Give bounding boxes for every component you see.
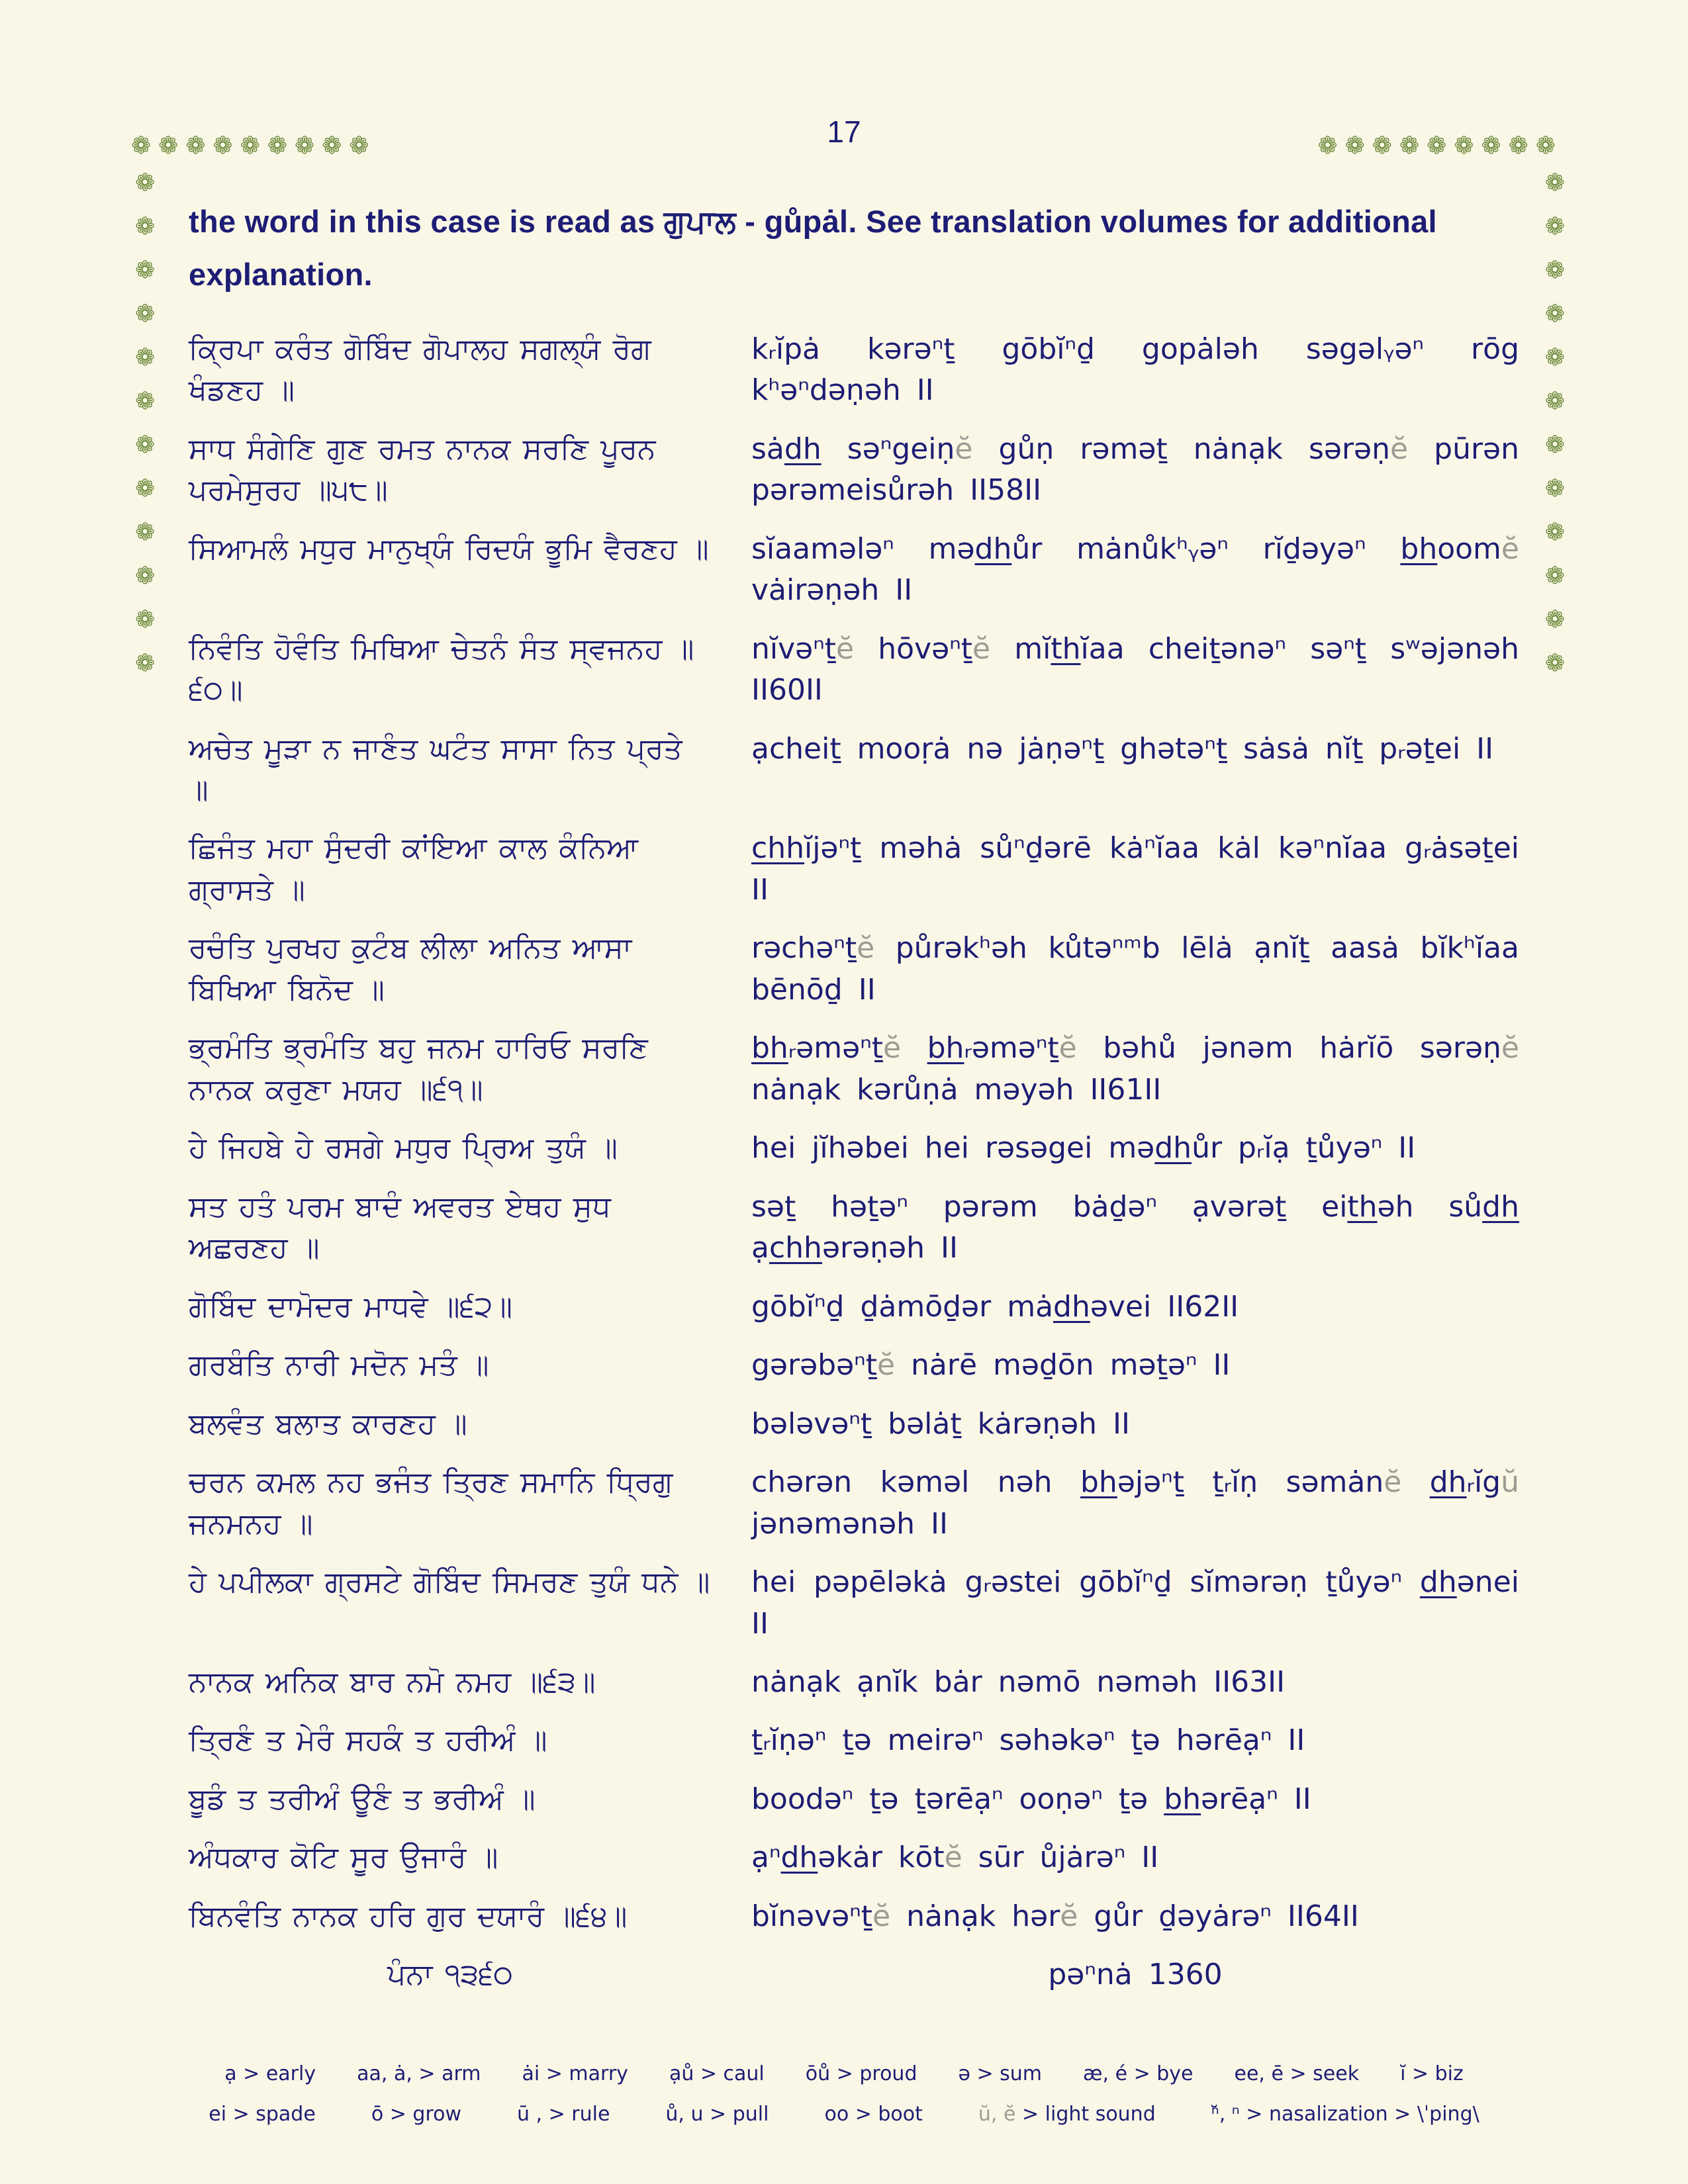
legend-item: ə > sum — [958, 2062, 1043, 2085]
page-number: 17 — [827, 114, 861, 149]
flower-icon: ❁ — [295, 132, 315, 159]
transliteration-text: ṯᵣĭṇəⁿ ṯə meirəⁿ səhəkəⁿ ṯə hərēạⁿ II — [751, 1723, 1305, 1758]
legend-item: ĭ > biz — [1400, 2062, 1464, 2085]
verse-row — [189, 1837, 1519, 1878]
verse-row — [189, 529, 1519, 612]
transliteration-text: nȧnạk ạnĭk bȧr nəmō nəməh II63II — [751, 1664, 1286, 1699]
verse-row — [189, 629, 1519, 711]
flower-icon: ❁ — [158, 132, 179, 159]
verse-row — [189, 1028, 1519, 1111]
flower-icon: ❁ — [1544, 343, 1565, 371]
flower-icon: ❁ — [1427, 132, 1447, 159]
pronunciation-legend — [0, 2062, 1688, 2126]
gurmukhi-text: ਛਿਜੰਤ ਮਹਾ ਸੁੰਦਰੀ ਕਾਂਇਆ ਕਾਲ ਕੰਨਿਆ ਗ੍ਰਾਸਤੇ ॥ — [189, 832, 639, 906]
page-content — [189, 195, 1519, 2013]
transliteration-text: ạⁿdhəkȧr kōtĕ sūr ůjȧrəⁿ II — [751, 1841, 1159, 1875]
legend-item: ōů > proud — [805, 2062, 917, 2085]
legend-item: ū , > rule — [516, 2103, 610, 2126]
transliteration-text: sȧdh səⁿgeiṇĕ gůṇ rəməṯ nȧnạk sərəṇĕ pūrən pərəmeisůrəh II58II — [751, 432, 1519, 508]
flower-icon: ❁ — [135, 518, 156, 545]
verse-row — [189, 1662, 1519, 1703]
flower-icon: ❁ — [1544, 606, 1565, 633]
gurmukhi-text: ਹੇ ਜਿਹਬੇ ਹੇ ਰਸਗੇ ਮਧੁਰ ਪ੍ਰਿਅ ਤੁਯੰ ॥ — [189, 1132, 618, 1165]
flower-icon: ❁ — [240, 132, 260, 159]
header-note: the word in this case is read as ਗੁਪਾਲ - gůpȧl. See translation volumes for additional explanation. — [189, 204, 1437, 292]
legend-item: ⁿ̆, ⁿ > nasalization > \ˈping\ — [1211, 2103, 1479, 2126]
flower-icon: ❁ — [131, 132, 152, 159]
verse-row — [189, 1896, 1519, 1937]
gurmukhi-text: ਕ੍ਰਿਪਾ ਕਰੰਤ ਗੋਬਿੰਦ ਗੋਪਾਲਹ ਸਗਲ੍ਯੰ ਰੋਗ ਖੰਡਣਹ ॥ — [189, 332, 651, 407]
verse-row — [189, 1128, 1519, 1169]
gurmukhi-text: ਨਿਵੰਤਿ ਹੋਵੰਤਿ ਮਿਥਿਆ ਚੇਤਨੰ ਸੰਤ ਸ੍ਵਜਨਹ ॥੬੦॥ — [189, 632, 694, 707]
flower-icon: ❁ — [135, 212, 156, 240]
gurmukhi-text: ਹੇ ਪਪੀਲਕਾ ਗ੍ਰਸਟੇ ਗੋਬਿੰਦ ਸਿਮਰਣ ਤੁਯੰ ਧਨੇ ॥ — [189, 1566, 710, 1599]
source-page-gurmukhi: ਪੰਨਾ ੧੩੬੦ — [387, 1958, 513, 1991]
legend-item: oo > boot — [824, 2103, 923, 2126]
flower-icon: ❁ — [135, 387, 156, 414]
legend-item: ů, u > pull — [665, 2103, 769, 2126]
transliteration-text: bĭnəvəⁿṯĕ nȧnạk hərĕ gůr ḏəyȧrəⁿ II64II — [751, 1899, 1359, 1933]
legend-item: ŭ, ĕ > light sound — [978, 2103, 1156, 2126]
transliteration-text: nĭvəⁿṯĕ hōvəⁿṯĕ mĭthĭaa cheiṯənəⁿ səⁿṯ sʷəjənəh II60II — [751, 631, 1520, 707]
legend-item: ei > spade — [209, 2103, 316, 2126]
verse-row — [189, 729, 1519, 811]
transliteration-text: gōbĭⁿḏ ḏȧmōḏər mȧdhəvei II62II — [751, 1289, 1239, 1324]
verse-row — [189, 429, 1519, 512]
flower-icon: ❁ — [1344, 132, 1365, 159]
gurmukhi-text: ਗਰਬੰਤਿ ਨਾਰੀ ਮਦੋਨ ਮਤੰ ॥ — [189, 1349, 489, 1382]
flower-icon: ❁ — [1544, 562, 1565, 589]
legend-row-1 — [0, 2062, 1688, 2085]
verse-row — [189, 1287, 1519, 1328]
legend-item: æ, é > bye — [1083, 2062, 1194, 2085]
verse-row — [189, 1404, 1519, 1445]
source-page-reference — [189, 1954, 1519, 1995]
gurmukhi-text: ਰਚੰਤਿ ਪੁਰਖਹ ਕੁਟੰਬ ਲੀਲਾ ਅਨਿਤ ਆਸਾ ਬਿਖਿਆ ਬਿਨੋਦ ॥ — [189, 932, 632, 1006]
transliteration-text: gərəbəⁿṯĕ nȧrē məḏōn məṯəⁿ II — [751, 1348, 1231, 1383]
flower-icon: ❁ — [1508, 132, 1528, 159]
gurmukhi-text: ਅੰਧਕਾਰ ਕੋਟਿ ਸੂਰ ਉਜਾਰੰ ॥ — [189, 1841, 498, 1874]
transliteration-text: bələvəⁿṯ bəlȧṯ kȧrəṇəh II — [751, 1406, 1130, 1441]
gurmukhi-text: ਸਾਧ ਸੰਗੇਣਿ ਗੁਣ ਰਮਤ ਨਾਨਕ ਸਰਣਿ ਪੂਰਨ ਪਰਮੇਸੁਰਹ ॥੫੮॥ — [189, 432, 656, 507]
flower-icon: ❁ — [135, 300, 156, 327]
flower-icon: ❁ — [267, 132, 288, 159]
flower-icon: ❁ — [322, 132, 342, 159]
transliteration-text: ạcheiṯ mooṛȧ nə jȧṇəⁿṯ ghətəⁿṯ sȧsȧ nĭṯ pᵣəṯei II — [751, 731, 1494, 766]
gurmukhi-text: ਬੂਡੰ ਤ ਤਰੀਅੰ ਊਣੰ ਤ ਭਰੀਅੰ ॥ — [189, 1782, 536, 1815]
gurmukhi-text: ਬਿਨਵੰਤਿ ਨਾਨਕ ਹਰਿ ਗੁਰ ਦਯਾਰੰ ॥੬੪॥ — [189, 1899, 628, 1933]
flower-icon: ❁ — [1544, 300, 1565, 327]
flower-icon: ❁ — [1544, 431, 1565, 458]
flower-icon: ❁ — [1544, 475, 1565, 502]
verse-row — [189, 928, 1519, 1011]
flower-icon: ❁ — [185, 132, 206, 159]
flower-icon: ❁ — [135, 343, 156, 371]
gurmukhi-text: ਤ੍ਰਿਣੰ ਤ ਮੇਰੰ ਸਹਕੰ ਤ ਹਰੀਅੰ ॥ — [189, 1724, 547, 1757]
legend-item: ạ > early — [224, 2062, 316, 2085]
transliteration-text: boodəⁿ ṯə ṯərēạⁿ ooṇəⁿ ṯə bhərēạⁿ II — [751, 1782, 1311, 1816]
flower-icon: ❁ — [135, 256, 156, 283]
gurmukhi-text: ਅਚੇਤ ਮੂੜਾ ਨ ਜਾਣੰਤ ਘਟੰਤ ਸਾਸਾ ਨਿਤ ਪ੍ਰਤੇ ॥ — [189, 732, 682, 806]
flower-icon: ❁ — [135, 649, 156, 676]
gurmukhi-text: ਗੋਬਿੰਦ ਦਾਮੋਦਰ ਮਾਧਵੇ ॥੬੨॥ — [189, 1290, 512, 1323]
gurmukhi-text: ਭ੍ਰਮੰਤਿ ਭ੍ਰਮੰਤਿ ਬਹੁ ਜਨਮ ਹਾਰਿਓ ਸਰਣਿ ਨਾਨਕ ਕਰੁਣਾ ਮਯਹ ॥੬੧॥ — [189, 1032, 648, 1106]
verse-list — [189, 329, 1519, 1996]
flower-icon: ❁ — [1535, 132, 1556, 159]
flower-icon: ❁ — [1544, 169, 1565, 196]
flower-icon: ❁ — [1372, 132, 1392, 159]
transliteration-text: kᵣĭpȧ kərəⁿṯ gōbĭⁿḏ gopȧləh səgəlᵧəⁿ rōg kʰəⁿdəṇəh II — [751, 332, 1519, 408]
legend-item: aa, ȧ, > arm — [357, 2062, 481, 2085]
flower-icon: ❁ — [349, 132, 369, 159]
flower-icon: ❁ — [1544, 649, 1565, 676]
flower-icon: ❁ — [135, 562, 156, 589]
transliteration-text: bhᵣəməⁿṯĕ bhᵣəməⁿṯĕ bəhů jənəm hȧrĭō sərəṇĕ nȧnạk kərůṇȧ məyəh II61II — [751, 1031, 1519, 1107]
verse-row — [189, 828, 1519, 911]
flower-icon: ❁ — [1544, 518, 1565, 545]
verse-row — [189, 1462, 1519, 1545]
flower-icon: ❁ — [1454, 132, 1474, 159]
flower-icon: ❁ — [1481, 132, 1501, 159]
legend-item: ȧi > marry — [522, 2062, 628, 2085]
flower-border-top-right — [1317, 134, 1556, 158]
flower-icon: ❁ — [1544, 256, 1565, 283]
transliteration-text: hei pəpēləkȧ gᵣəstei gōbĭⁿḏ sĭmərəṇ ṯůyəⁿ dhənei II — [751, 1565, 1519, 1641]
transliteration-text: chhĭjəⁿṯ məhȧ sůⁿḏərē kȧⁿĭaa kȧl kəⁿnĭaa gᵣȧsəṯei II — [751, 831, 1519, 907]
flower-icon: ❁ — [135, 606, 156, 633]
verse-row — [189, 1187, 1519, 1269]
source-page-translit: pəⁿnȧ 1360 — [1048, 1958, 1223, 1992]
flower-icon: ❁ — [135, 431, 156, 458]
flower-icon: ❁ — [212, 132, 233, 159]
gurmukhi-text: ਬਲਵੰਤ ਬਲਾਤ ਕਾਰਣਹ ॥ — [189, 1407, 467, 1440]
verse-row — [189, 329, 1519, 412]
legend-item: ạů > caul — [669, 2062, 765, 2085]
transliteration-text: chərən kəməl nəh bhəjəⁿṯ ṯᵣĭṇ səmȧnĕ dhᵣĭgŭ jənəmənəh II — [751, 1465, 1519, 1541]
transliteration-text: rəchəⁿṯĕ půrəkʰəh kůtəⁿᵐb lēlȧ ạnĭṯ aasȧ bĭkʰĭaa bēnōḏ II — [751, 931, 1519, 1007]
flower-icon: ❁ — [1317, 132, 1338, 159]
flower-icon: ❁ — [1544, 387, 1565, 414]
legend-item: ō > grow — [371, 2103, 461, 2126]
verse-row — [189, 1720, 1519, 1761]
flower-border-left — [135, 171, 155, 675]
gurmukhi-text: ਚਰਨ ਕਮਲ ਨਹ ਭਜੰਤ ਤ੍ਰਿਣ ਸਮਾਨਿ ਧ੍ਰਿਗੁ ਜਨਮਨਹ ॥ — [189, 1466, 673, 1540]
transliteration-text: səṯ həṯəⁿ pərəm bȧḏəⁿ ạvərəṯ eithəh sůdh ạchhərəṇəh II — [751, 1189, 1519, 1265]
flower-icon: ❁ — [135, 475, 156, 502]
gurmukhi-text: ਨਾਨਕ ਅਨਿਕ ਬਾਰ ਨਮੋ ਨਮਹ ॥੬੩॥ — [189, 1665, 596, 1698]
flower-icon: ❁ — [1399, 132, 1420, 159]
verse-row — [189, 1345, 1519, 1386]
verse-row — [189, 1779, 1519, 1820]
flower-icon: ❁ — [135, 169, 156, 196]
flower-border-top-left — [131, 134, 369, 158]
transliteration-text: hei jĭhəbei hei rəsəgei mədhůr pᵣĭạ ṯůyəⁿ II — [751, 1131, 1416, 1165]
legend-row-2 — [0, 2103, 1688, 2126]
gurmukhi-text: ਸਤ ਹਤੰ ਪਰਮ ਬਾਦੰ ਅਵਰਤ ਏਥਹ ਸੁਧ ਅਛਰਣਹ ॥ — [189, 1190, 611, 1265]
gurmukhi-text: ਸਿਆਮਲੰ ਮਧੁਰ ਮਾਨੁਖ੍ਯੰ ਰਿਦਯੰ ਭੂਮਿ ਵੈਰਣਹ ॥ — [189, 532, 709, 565]
verse-row — [189, 1562, 1519, 1645]
transliteration-text: sĭaamələⁿ mədhůr mȧnůkʰᵧəⁿ rĭḏəyəⁿ bhoomĕ vȧirəṇəh II — [751, 531, 1519, 608]
flower-icon: ❁ — [1544, 212, 1565, 240]
legend-item: ee, ē > seek — [1234, 2062, 1360, 2085]
flower-border-right — [1545, 171, 1565, 675]
